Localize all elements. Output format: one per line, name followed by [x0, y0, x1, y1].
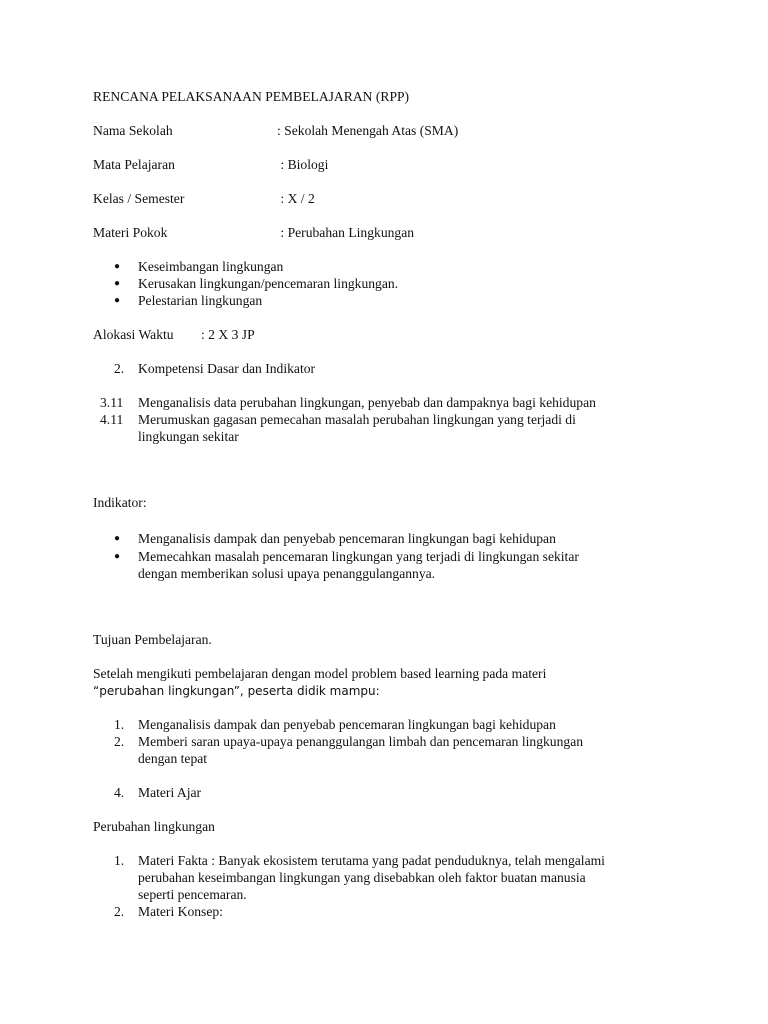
field-label: Kelas / Semester: [93, 191, 185, 206]
tujuan-list-item: 1. Menganalisis dampak dan penyebab pencemaran lingkungan bagi kehidupan: [114, 717, 556, 732]
section-heading-kompetensi: 2. Kompetensi Dasar dan Indikator: [114, 361, 316, 376]
field-label: Mata Pelajaran: [93, 157, 175, 172]
materi-list-continuation: perubahan keseimbangan lingkungan yang disebabkan oleh faktor buatan manusia: [138, 870, 586, 885]
document-title: RENCANA PELAKSANAAN PEMBELAJARAN (RPP): [93, 89, 410, 104]
field-value: : Biologi: [277, 157, 329, 172]
indikator-continuation: dengan memberikan solusi upaya penanggulangannya.: [138, 566, 436, 581]
alokasi-waktu: [93, 326, 255, 343]
tujuan-heading: Tujuan Pembelajaran.: [93, 632, 212, 647]
materi-list-continuation: seperti pencemaran.: [138, 887, 247, 902]
field-nama-sekolah: [93, 122, 458, 139]
field-mata-pelajaran: [93, 156, 328, 173]
kd-item: [100, 394, 596, 411]
kd-code: 4.11: [100, 412, 124, 427]
materi-list-item: 2. Materi Konsep:: [114, 904, 223, 919]
bullet-icon: ●: [114, 261, 121, 272]
materi-list-item: 1. Materi Fakta : Banyak ekosistem terutama yang padat penduduknya, telah mengalami: [114, 853, 605, 868]
tujuan-intro-line2: “perubahan lingkungan”, peserta didik mampu:: [93, 684, 380, 698]
bullet-icon: ●: [114, 551, 121, 562]
kd-text-continuation: lingkungan sekitar: [138, 429, 239, 444]
tujuan-list-item: 2. Memberi saran upaya-upaya penanggulangan limbah dan pencemaran lingkungan: [114, 734, 584, 749]
bullet-icon: ●: [114, 295, 121, 306]
document-page: RENCANA PELAKSANAAN PEMBELAJARAN (RPP) Nama Sekolah : Sekolah Menengah Atas (SMA) Mata Pelajaran : Biologi Kelas / Semester : X / 2 Materi Pokok : Perubahan Lingkungan ● Keseimbangan lingkungan ● Kerusakan lingkungan/pencemaran lingkungan. ● Pelestarian lingkungan Alokasi Waktu : 2 X 3 JP 2. Kompetensi Dasar dan Indikator 3.11 Menganalisis data perubahan lingkungan, penyebab dan dampaknya bagi kehidupan 4.11 Merumuskan gagasan pemecahan masalah perubahan lingkungan yang terjadi di lingkungan sekitar Indikator: ● Menganalisis dampak dan penyebab pencemaran lingkungan bagi kehidupan ● Memecahkan masalah pencemaran lingkungan yang terjadi di lingkungan sekitar dengan memberikan solusi upaya penanggulangannya. Tujuan Pembelajaran. Setelah mengikuti pembelajaran dengan model problem based learning pada materi “perubahan lingkungan”, peserta didik mampu: 1. Menganalisis dampak dan penyebab pencemaran lingkungan bagi kehidupan 2. Memberi saran upaya-upaya penanggulangan limbah dan pencemaran lingkungan dengan tepat 4. Materi Ajar Perubahan lingkungan 1. Materi Fakta : Banyak ekosistem terutama yang padat penduduknya, telah mengalami perubahan keseimbangan lingkungan yang disebabkan oleh faktor buatan manusia seperti pencemaran. 2. Materi Konsep:: [93, 89, 605, 919]
alokasi-label: Alokasi Waktu: [93, 327, 174, 342]
field-label: Materi Pokok: [93, 225, 168, 240]
alokasi-value: : 2 X 3 JP: [201, 327, 255, 342]
indikator-heading: Indikator:: [93, 495, 147, 510]
field-value: : Perubahan Lingkungan: [277, 225, 415, 240]
kd-text: Menganalisis data perubahan lingkungan, penyebab dan dampaknya bagi kehidupan: [138, 395, 596, 410]
tujuan-list-continuation: dengan tepat: [138, 751, 208, 766]
field-kelas-semester: [93, 190, 315, 207]
kd-code: 3.11: [100, 395, 124, 410]
kd-item: [100, 411, 576, 428]
field-materi-pokok: [93, 224, 414, 241]
tujuan-intro: Setelah mengikuti pembelajaran dengan model problem based learning pada materi: [93, 666, 547, 681]
field-value: : X / 2: [277, 191, 315, 206]
perubahan-heading: Perubahan lingkungan: [93, 819, 215, 834]
kd-text: Merumuskan gagasan pemecahan masalah perubahan lingkungan yang terjadi di: [138, 412, 576, 427]
bullet-icon: ●: [114, 533, 121, 544]
field-value: : Sekolah Menengah Atas (SMA): [277, 123, 459, 138]
section-heading-materi-ajar: 4. Materi Ajar: [114, 785, 202, 800]
bullet-icon: ●: [114, 278, 121, 289]
field-label: Nama Sekolah: [93, 123, 173, 138]
